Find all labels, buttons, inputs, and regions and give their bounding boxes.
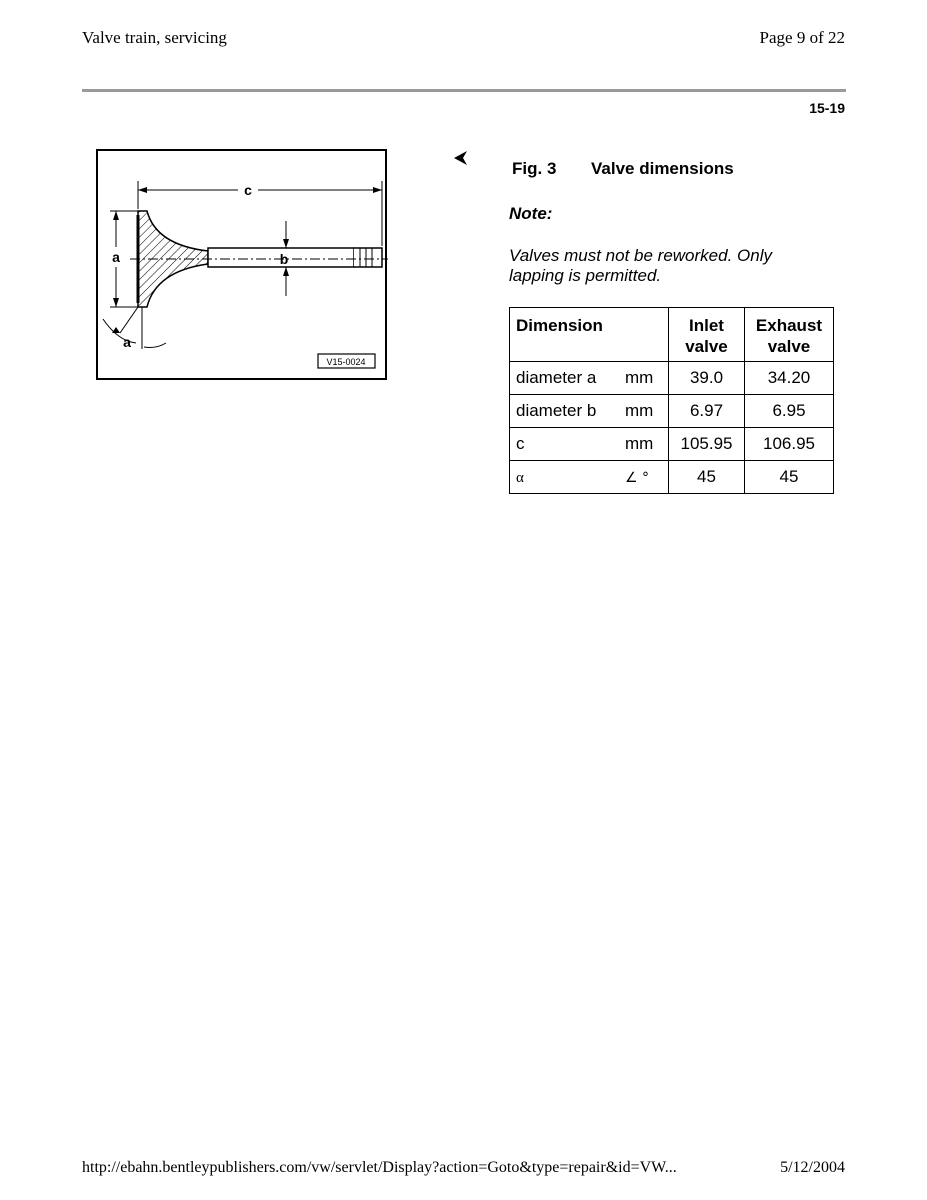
figure-label-c: c xyxy=(244,182,252,198)
note-text: Valves must not be reworked. Only lapping is permitted. xyxy=(509,246,772,285)
header-inlet-line1: Inlet xyxy=(689,316,724,335)
header-divider xyxy=(82,89,846,92)
header-exhaust xyxy=(745,308,834,362)
valve-dimensions-table xyxy=(509,307,834,494)
valve-figure xyxy=(96,149,387,380)
dimension-name: diameter a xyxy=(516,368,597,387)
figure-label-b: b xyxy=(279,251,289,267)
header-dimension: Dimension xyxy=(510,308,669,362)
dimension-name: α xyxy=(516,470,524,486)
header-inlet xyxy=(669,308,745,362)
inlet-value: 39.0 xyxy=(669,362,745,395)
figure-label-a: a xyxy=(112,249,120,265)
dimension-unit: mm xyxy=(625,434,654,453)
figure-code: V15-0024 xyxy=(326,357,366,367)
row-dimension xyxy=(510,362,669,395)
dimension-unit: mm xyxy=(625,368,654,387)
footer-url: http://ebahn.bentleypublishers.com/vw/servlet/Display?action=Goto&type=repair&id=VW... xyxy=(82,1159,677,1176)
header-title: Valve train, servicing xyxy=(82,28,227,47)
footer-date: 5/12/2004 xyxy=(780,1159,845,1176)
header-exhaust-line1: Exhaust xyxy=(755,316,823,335)
inlet-value: 6.97 xyxy=(669,395,745,428)
exhaust-value: 34.20 xyxy=(745,362,834,395)
table-row xyxy=(510,428,834,461)
exhaust-value: 45 xyxy=(745,461,834,494)
figure-pointer-icon xyxy=(452,150,470,166)
dimension-name: diameter b xyxy=(516,401,597,420)
figure-number: Fig. 3 xyxy=(512,159,557,178)
header-exhaust-line2: valve xyxy=(767,337,811,356)
row-dimension xyxy=(510,461,669,494)
exhaust-value: 6.95 xyxy=(745,395,834,428)
table-header-row xyxy=(510,308,834,362)
table-row xyxy=(510,461,834,494)
inlet-value: 45 xyxy=(669,461,745,494)
figure-title: Valve dimensions xyxy=(591,159,734,178)
table-row xyxy=(510,395,834,428)
exhaust-value: 106.95 xyxy=(745,428,834,461)
dimension-unit: mm xyxy=(625,401,654,420)
section-number: 15-19 xyxy=(809,100,845,116)
row-dimension xyxy=(510,428,669,461)
dimension-unit: ∠ ° xyxy=(625,470,650,486)
dimension-name: c xyxy=(516,434,525,453)
inlet-value: 105.95 xyxy=(669,428,745,461)
header-inlet-line2: valve xyxy=(685,337,728,356)
table-row xyxy=(510,362,834,395)
row-dimension xyxy=(510,395,669,428)
figure-label-alpha: a xyxy=(123,334,131,350)
page-number: Page 9 of 22 xyxy=(759,28,845,47)
note-label: Note: xyxy=(509,204,553,223)
